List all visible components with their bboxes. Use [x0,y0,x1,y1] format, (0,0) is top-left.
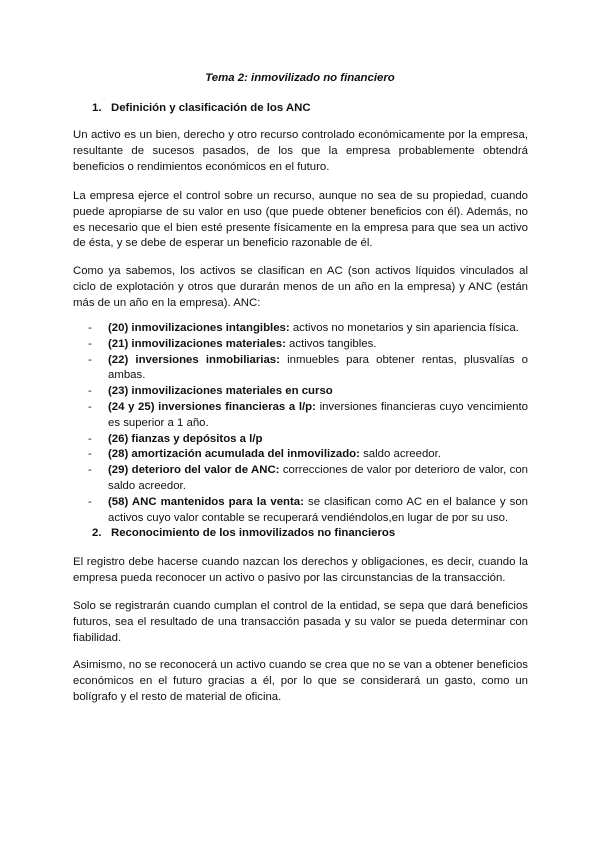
list-item-term: (29) deterioro del valor de ANC: [108,464,280,477]
list-item-term: (20) inmovilizaciones intangibles: [108,322,290,334]
list-bullet: - [88,337,92,350]
section-1-title: Definición y clasificación de los ANC [111,102,311,114]
list-item-term: (24 y 25) inversiones financieras a l/p: [108,400,316,413]
list-item [73,384,528,400]
list-bullet: - [88,448,92,461]
list-item-term: (58) ANC mantenidos para la venta: [108,495,304,508]
list-item-term: (26) fianzas y depósitos a l/p [108,432,263,445]
section-1-paragraph-3: Como ya sabemos, los activos se clasifican en AC (son activos líquidos vinculados al ciclo de explotación y otros que durarán menos de un año en la empresa) y ANC (están más de un año en la empresa). ANC: [73,265,528,309]
section-1-number: 1. [92,102,102,114]
list-item-description: inversiones financieras cuyo vencimiento es superior a 1 año. [108,400,529,429]
list-item-term: (22) inversiones inmobiliarias: [108,353,280,366]
section-2-paragraph-2: Solo se registrarán cuando cumplan el control de la entidad, se sepa que dará beneficios futuros, sea el resultado de una transacción pasada y su valor se pueda determinar con fiabilidad. [73,600,528,644]
section-1-paragraph-2: La empresa ejerce el control sobre un recurso, aunque no sea de su propiedad, cuando puede apropiarse de su valor en uso (que puede obtener beneficios con él). Además, no es necesario que el bien esté presente físicamente en la empresa para que sea un activo de ésta, y se debe de esperar un beneficio razonable de él. [73,190,528,250]
list-item [73,447,528,463]
list-bullet: - [88,495,92,508]
list-item [73,463,528,495]
section-2-title: Reconocimiento de los inmovilizados no financieros [111,527,396,539]
list-item [73,337,528,353]
list-item-description: se clasifican como AC en el balance y son activos cuyo valor contable se recuperará vendiéndolos,en lugar de por su uso. [108,495,529,524]
list-item-description: correcciones de valor por deterioro de valor, con saldo acreedor. [108,464,528,492]
section-1-heading [92,101,311,116]
list-item [73,321,528,337]
list-bullet: - [88,400,92,413]
section-1-paragraph-1: Un activo es un bien, derecho y otro recurso controlado económicamente por la empresa, resultante de sucesos pasados, de los que la empresa probablemente obtendrá beneficios o rendimientos económicos en el futuro. [73,129,528,173]
list-item-description: saldo acreedor. [359,448,441,461]
list-item [73,495,528,527]
list-item-term: (28) amortización acumulada del inmovilizado: [108,448,360,461]
list-bullet: - [88,432,92,445]
document-title: Tema 2: inmovilizado no financiero [205,72,395,84]
section-2-heading [92,526,395,541]
list-item [73,432,528,448]
section-2-number: 2. [92,527,102,539]
list-item-term: (23) inmovilizaciones materiales en curso [108,385,333,398]
list-item [73,353,528,385]
section-2-paragraph-1: El registro debe hacerse cuando nazcan los derechos y obligaciones, es decir, cuando la empresa pueda reconocer un activo o pasivo por las circunstancias de la transacción. [73,556,528,584]
section-2-paragraph-3: Asimismo, no se reconocerá un activo cuando se crea que no se van a obtener beneficios económicos en el futuro gracias a él, por lo que se considerará un gasto, como un bolígrafo y el resto de material de oficina. [73,659,528,703]
list-bullet: - [88,322,92,334]
list-item-description: activos no monetarios y sin apariencia física. [289,322,519,334]
list-item-description: activos tangibles. [285,337,377,350]
list-item-description: inmuebles para obtener rentas, plusvalías o ambas. [108,353,529,382]
anc-classification-list [73,321,528,526]
list-item [73,400,528,432]
list-item-term: (21) inmovilizaciones materiales: [108,337,286,350]
list-bullet: - [88,464,92,477]
list-bullet: - [88,353,92,366]
list-bullet: - [88,385,92,398]
